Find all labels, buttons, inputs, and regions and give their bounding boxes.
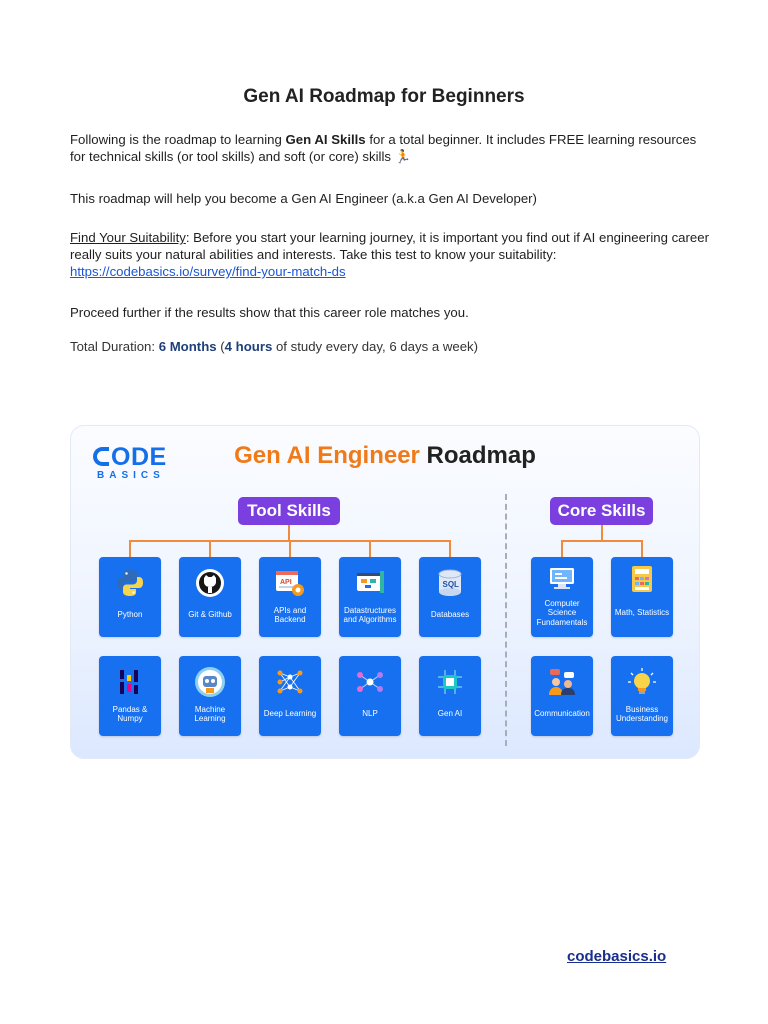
suitability-paragraph	[70, 229, 710, 280]
logo-top-text: ODE	[111, 443, 167, 471]
duration-months: 6 Months	[158, 339, 217, 354]
connector-line	[561, 540, 563, 557]
api-gear-icon	[274, 567, 306, 599]
tile-label: Pandas & Numpy	[112, 704, 148, 723]
intro-text-after: for a total beginner. It includes FREE learning resources for technical skills (or tool skills) and soft (or core) skills	[70, 132, 697, 164]
calculator-icon	[626, 563, 658, 595]
connector-line	[288, 525, 290, 541]
tile-nlp	[339, 656, 401, 736]
sql-database-icon	[434, 567, 466, 599]
sql-text: SQL	[442, 580, 459, 589]
tile-gen-ai	[419, 656, 481, 736]
roadmap-card	[70, 425, 700, 759]
tile-label: Deep Learning	[263, 709, 317, 719]
section-divider	[505, 494, 507, 746]
tile-label: Communication	[534, 709, 590, 719]
connector-line	[601, 525, 603, 541]
github-icon	[194, 567, 226, 599]
roadmap-title	[71, 442, 699, 470]
duration-label: Total Duration:	[70, 339, 159, 354]
page-title: Gen AI Roadmap for Beginners	[243, 86, 525, 107]
proceed-text: Proceed further if the results show that this career role matches you.	[70, 305, 469, 320]
tile-label: Business Understanding	[615, 704, 669, 723]
tile-math-statistics	[611, 557, 673, 637]
nlp-network-icon	[354, 666, 386, 698]
connector-line	[561, 540, 643, 542]
roadmap-title-orange: Gen AI Engineer	[234, 442, 420, 469]
tile-deep-learning	[259, 656, 321, 736]
core-skills-pill: Core Skills	[550, 497, 653, 525]
tile-machine-learning	[179, 656, 241, 736]
connector-line	[641, 540, 643, 557]
tile-label: Python	[117, 610, 143, 620]
lightbulb-icon	[626, 666, 658, 698]
intro-paragraph	[70, 131, 710, 165]
connector-line	[129, 540, 131, 557]
api-text: API	[280, 579, 292, 586]
suitability-text: : Before you start your learning journey, it is important you find out if AI engineering career really suits your natural abilities and interests. Take this test to know your suitability:	[70, 230, 709, 262]
duration-open: (	[216, 339, 225, 354]
connector-line	[369, 540, 371, 557]
survey-link[interactable]: https://codebasics.io/survey/find-your-match-ds	[70, 264, 346, 279]
tile-label: Math, Statistics	[614, 608, 670, 618]
tile-cs-fundamentals	[531, 557, 593, 637]
tile-label: Gen AI	[437, 709, 463, 719]
computer-icon	[546, 563, 578, 595]
pandas-icon	[114, 666, 146, 698]
tile-label: Databases	[430, 610, 470, 620]
intro-bold: Gen AI Skills	[285, 132, 366, 147]
connector-line	[289, 540, 291, 557]
tool-skills-pill: Tool Skills	[238, 497, 340, 525]
logo-bottom-text: BASICS	[97, 470, 165, 481]
duration-rest: of study every day, 6 days a week)	[272, 339, 479, 354]
tile-label: APIs and Backend	[273, 605, 307, 624]
communication-icon	[546, 666, 578, 698]
tile-apis-backend	[259, 557, 321, 637]
connector-line	[449, 540, 451, 557]
duration-text	[70, 338, 710, 355]
tile-business-understanding	[611, 656, 673, 736]
tile-label: Machine Learning	[194, 704, 226, 723]
suitability-label: Find Your Suitability	[70, 230, 186, 245]
datastructures-icon	[354, 567, 386, 599]
tile-label: NLP	[362, 709, 378, 719]
roadmap-title-rest: Roadmap	[419, 442, 536, 469]
tile-label: Git & Github	[188, 610, 232, 620]
roadmap-description: This roadmap will help you become a Gen AI Engineer (a.k.a Gen AI Developer)	[70, 191, 537, 206]
duration-hours: 4 hours	[224, 339, 273, 354]
tile-datastructures	[339, 557, 401, 637]
tile-git-github	[179, 557, 241, 637]
footer-codebasics-link[interactable]: codebasics.io	[567, 948, 667, 965]
intro-text-before: Following is the roadmap to learning	[70, 132, 286, 147]
robot-icon	[194, 666, 226, 698]
tile-communication	[531, 656, 593, 736]
runner-emoji-icon: 🏃	[394, 149, 412, 164]
python-icon	[114, 567, 146, 599]
tile-pandas-numpy	[99, 656, 161, 736]
tile-python	[99, 557, 161, 637]
neural-network-icon	[274, 666, 306, 698]
connector-line	[209, 540, 211, 557]
ai-chip-icon	[434, 666, 466, 698]
tile-label: Computer Science Fundamentals	[536, 598, 588, 627]
tile-databases	[419, 557, 481, 637]
tile-label: Datastructures and Algorithms	[343, 605, 397, 624]
